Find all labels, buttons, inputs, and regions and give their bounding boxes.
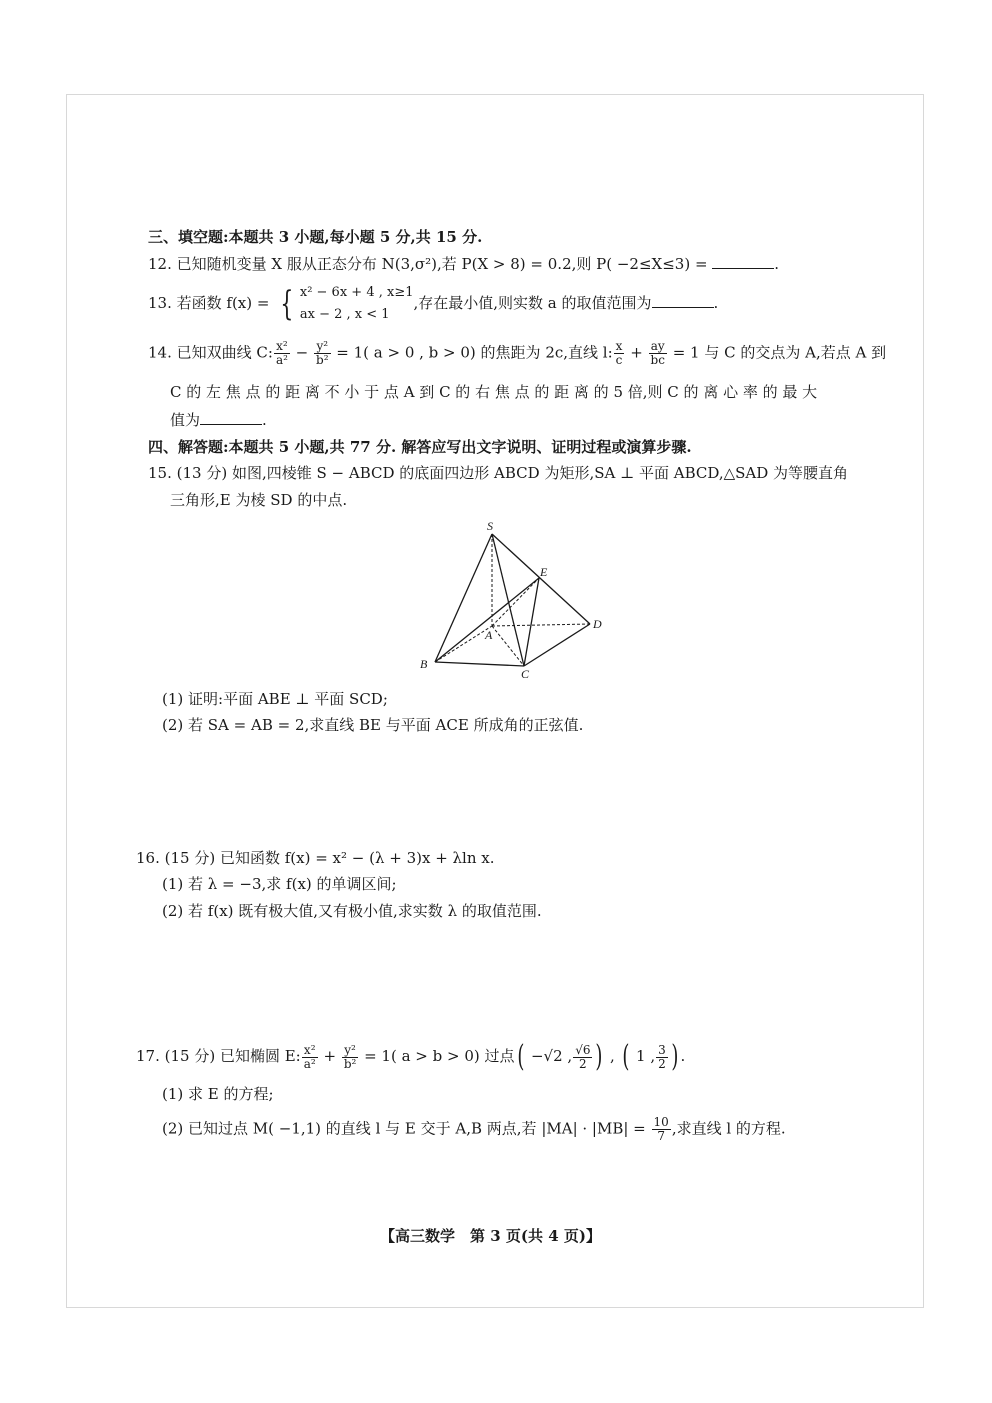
q14-line-3: [170, 410, 267, 430]
q15-line-1: 15. (13 分) 如图,四棱锥 S − ABCD 的底面四边形 ABCD 为矩形,SA ⊥ 平面 ABCD,△SAD 为等腰直角: [148, 464, 849, 482]
q13-case-2: ax − 2 , x < 1: [299, 307, 390, 322]
q15-part-1: (1) 证明:平面 ABE ⊥ 平面 SCD;: [162, 690, 388, 708]
label-S: S: [487, 519, 493, 533]
section-3-heading: 三、填空题:本题共 3 小题,每小题 5 分,共 15 分.: [148, 228, 483, 246]
q17-comma: ,: [605, 1047, 620, 1065]
q17-paren-close: ): [595, 1039, 603, 1074]
q17-part-1: (1) 求 E 的方程;: [162, 1085, 274, 1103]
q17-frac-5: $\frac{10}{7}$: [653, 1115, 669, 1143]
q17-frac-3: $\frac{√6}{2}$: [575, 1042, 591, 1071]
q16-part-1: (1) 若 λ = −3,求 f(x) 的单调区间;: [162, 875, 397, 893]
page-footer: 【高三数学 第 3 页(共 4 页)】: [380, 1227, 601, 1245]
q14-frac-2: $\frac{\text{y²}}{\text{b²}}$: [316, 339, 329, 367]
q14-text-2: = 1( a > 0 , b > 0) 的焦距为 2c,直线 l:: [331, 343, 613, 362]
q17-part2-end: ,求直线 l 的方程.: [671, 1119, 786, 1138]
question-12: [148, 254, 779, 274]
q17-frac-1: $\frac{\text{x²}}{\text{a²}}$: [303, 1042, 316, 1071]
q14-frac-1: $\frac{\text{x²}}{\text{a²}}$: [275, 339, 288, 367]
question-14: [148, 340, 886, 367]
question-17: [136, 1039, 686, 1074]
q17-frac-4: $\frac{3}{2}$: [658, 1042, 666, 1071]
q17-paren-close-2: ): [671, 1039, 679, 1074]
q13-case-1: x² − 6x + 4 , x≥1: [299, 285, 414, 300]
q12-answer-blank[interactable]: [712, 254, 774, 269]
q17-paren-open: (: [516, 1039, 524, 1074]
q17-part2-text: (2) 已知过点 M( −1,1) 的直线 l 与 E 交于 A,B 两点,若 |MA| · |MB| =: [162, 1119, 651, 1138]
q17-point1-x: −√2 ,: [526, 1047, 573, 1065]
q13-brace: {: [280, 284, 294, 324]
q12-end: .: [774, 255, 780, 273]
q14-end: .: [262, 411, 267, 429]
q17-text-2: = 1( a > b > 0) 过点: [359, 1047, 515, 1065]
label-E: E: [540, 565, 548, 579]
q17-text: 17. (15 分) 已知椭圆 E:: [136, 1047, 301, 1065]
q16-part-2: (2) 若 f(x) 既有极大值,又有极小值,求实数 λ 的取值范围.: [162, 902, 542, 920]
q14-plus: +: [625, 343, 648, 362]
q17-end: .: [680, 1047, 686, 1065]
q12-text: 12. 已知随机变量 X 服从正态分布 N(3,σ²),若 P(X > 8) = 0.2,则 P( −2≤X≤3) =: [148, 255, 713, 273]
q17-plus: +: [318, 1047, 341, 1065]
label-B: B: [420, 657, 428, 671]
label-A: A: [485, 628, 493, 642]
q14-text: 14. 已知双曲线 C:: [148, 343, 273, 362]
q13-end: .: [713, 294, 719, 312]
q13-answer-blank[interactable]: [652, 293, 714, 308]
q15-part-2: (2) 若 SA = AB = 2,求直线 BE 与平面 ACE 所成角的正弦值.: [162, 716, 584, 734]
section-4-heading: 四、解答题:本题共 5 小题,共 77 分. 解答应写出文字说明、证明过程或演算步骤.: [148, 438, 692, 456]
q14-answer-blank[interactable]: [200, 410, 262, 425]
label-C: C: [521, 667, 530, 681]
q14-frac-4: $\frac{ay}{bc}$: [650, 339, 665, 367]
q17-part-2: [162, 1116, 786, 1143]
q16-line-1: 16. (15 分) 已知函数 f(x) = x² − (λ + 3)x + λln x.: [136, 849, 495, 867]
label-D: D: [593, 617, 602, 631]
q14-text-3: = 1 与 C 的交点为 A,若点 A 到: [667, 343, 887, 362]
q14-line3-text: 值为: [170, 411, 201, 429]
q14-line-2: C 的 左 焦 点 的 距 离 不 小 于 点 A 到 C 的 右 焦 点 的 距 离 的 5 倍,则 C 的 离 心 率 的 最 大: [170, 383, 818, 401]
pyramid-figure: [415, 516, 615, 681]
q13-text-2: ,存在最小值,则实数 a 的取值范围为: [413, 294, 652, 312]
question-13: [148, 282, 718, 326]
q14-frac-3: $\frac{x}{c}$: [615, 339, 623, 367]
q13-text: 13. 若函数 f(x) =: [148, 294, 275, 312]
q13-cases: [300, 282, 414, 326]
q17-frac-2: $\frac{\text{y²}}{\text{b²}}$: [343, 1042, 357, 1071]
q17-point2-x: 1 ,: [631, 1047, 656, 1065]
q15-line-2: 三角形,E 为棱 SD 的中点.: [170, 491, 348, 509]
q17-paren-open-2: (: [621, 1039, 629, 1074]
q14-minus: −: [290, 343, 314, 362]
